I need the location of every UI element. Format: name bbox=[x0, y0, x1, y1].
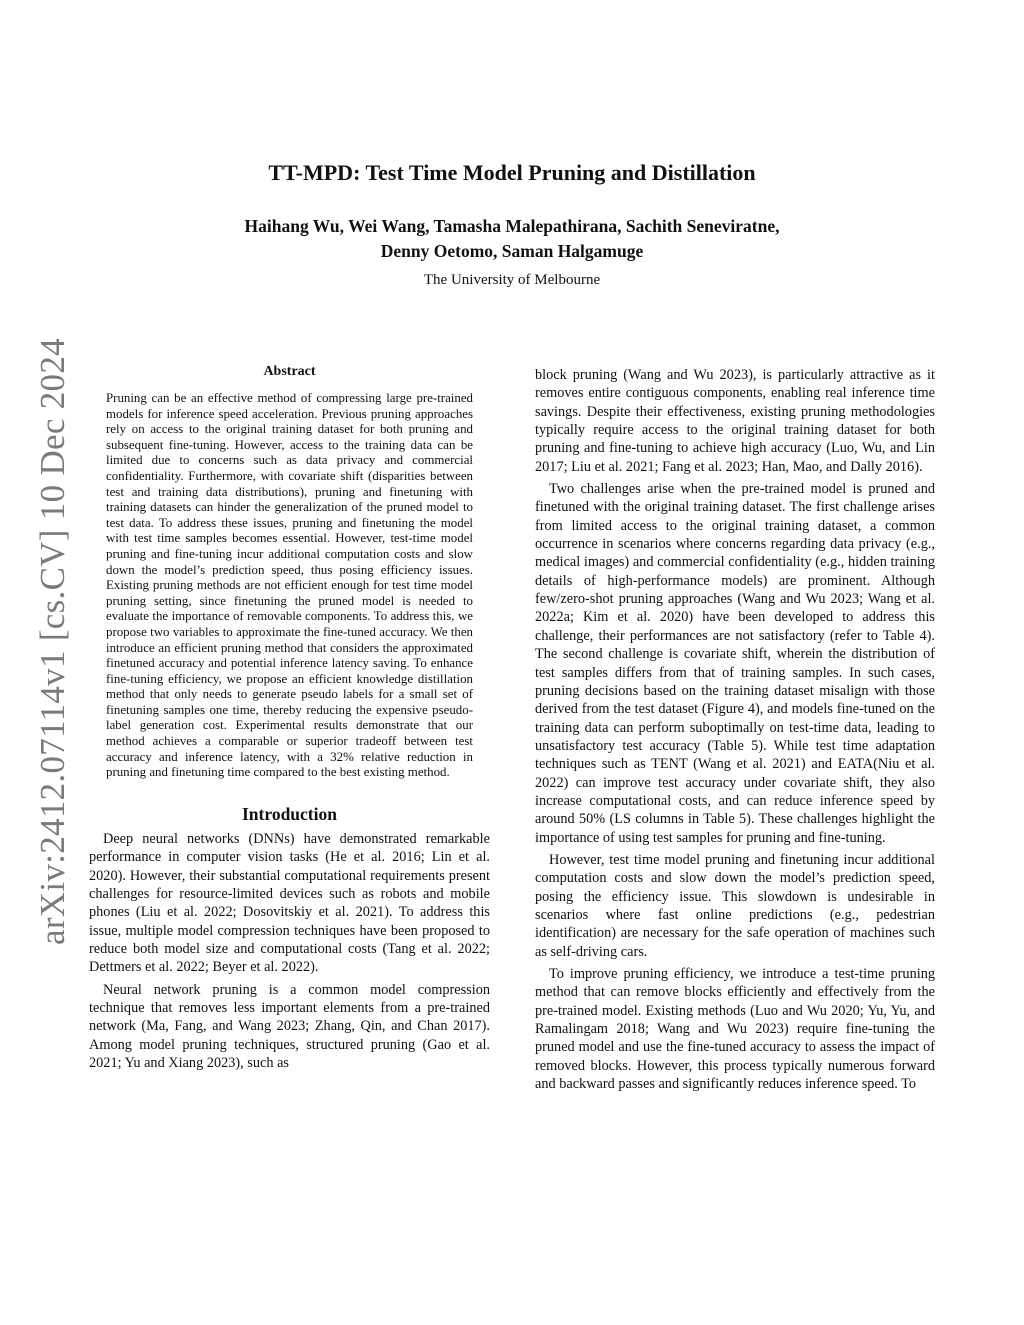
intro-paragraph: Neural network pruning is a common model compression technique that removes less important elements from a pre-trained network (Ma, Fang, and Wang 2023; Zhang, Qin, and Chan 2017). Among model pruning techniques, structured pruning (Gao et al. 2021; Yu and Xiang 2023), such as bbox=[89, 981, 490, 1071]
left-column bbox=[89, 362, 490, 1072]
arxiv-identifier: arXiv:2412.07114v1 [cs.CV] 10 Dec 2024 bbox=[33, 338, 72, 945]
body-paragraph: To improve pruning efficiency, we introduce a test-time pruning method that can remove blocks efficiently and effectively from the pre-trained model. Existing methods (Luo and Wu 2020; Yu, Yu, and Ramalingam 2018; Wang and Wu 2023) require fine-tuning the pruned model and use the fine-tuned accuracy to assess the impact of removed blocks. However, this process typically numerous forward and backward passes and significantly reduces inference speed. To bbox=[535, 966, 935, 1093]
abstract-text: Pruning can be an effective method of compressing large pre-trained models for inference speed acceleration. Previous pruning approaches rely on access to the original training dataset for both pruning and subsequent fine-tuning. However, access to the training data can be limited due to concerns such as data privacy and commercial confidentiality. Furthermore, with covariate shift (disparities between test and training data distributions), pruning and finetuning with training datasets can hinder the generalization of the pruned model to test data. To address these issues, pruning and finetuning the model with test time samples becomes essential. However, test-time model pruning and fine-tuning incur additional computation costs and slow down the model’s prediction speed, thus posing efficiency issues. Existing pruning methods are not efficient enough for test time model pruning setting, since finetuning the pruned model is needed to evaluate the importance of removable components. To address this, we propose two variables to approximate the fine-tuned accuracy. We then introduce an efficient pruning method that considers the approximated finetuned accuracy and potential inference latency saving. To enhance fine-tuning efficiency, we propose an efficient knowledge distillation method that only needs to generate pseudo labels for a small set of finetuning samples one time, thereby reducing the expensive pseudo-label generation cost. Experimental results demonstrate that our method achieves a comparable or superior tradeoff between test accuracy and inference latency, with a 32% relative reduction in pruning and finetuning time compared to the best existing method. bbox=[106, 391, 473, 780]
author-list bbox=[0, 214, 1024, 264]
author-line-2: Denny Oetomo, Saman Halgamuge bbox=[380, 241, 644, 261]
author-line-1: Haihang Wu, Wei Wang, Tamasha Malepathirana, Sachith Seneviratne, bbox=[244, 216, 780, 236]
body-paragraph: block pruning (Wang and Wu 2023), is particularly attractive as it removes entire contiguous components, enabling real inference time savings. Despite their effectiveness, existing pruning methodologies typically require access to the original training dataset for both pruning and fine-tuning to achieve high accuracy (Luo, Wu, and Lin 2017; Liu et al. 2021; Fang et al. 2023; Han, Mao, and Dally 2016). bbox=[535, 367, 935, 475]
introduction-heading: Introduction bbox=[242, 803, 337, 824]
right-column bbox=[535, 366, 935, 1093]
abstract-heading: Abstract bbox=[263, 364, 316, 379]
intro-paragraph: Deep neural networks (DNNs) have demonstrated remarkable performance in computer vision tasks (He et al. 2016; Lin et al. 2020). However, their substantial computational requirements present challenges for resource-limited devices such as robots and mobile phones (Liu et al. 2022; Dosovitskiy et al. 2021). To address this issue, multiple model compression techniques have been proposed to reduce both model size and computational costs (Tang et al. 2022; Dettmers et al. 2022; Beyer et al. 2022). bbox=[89, 830, 490, 976]
introduction-body bbox=[89, 830, 490, 1072]
paper-title: TT-MPD: Test Time Model Pruning and Distillation bbox=[268, 160, 756, 185]
body-paragraph: Two challenges arise when the pre-trained model is pruned and finetuned with the original training dataset. The first challenge arises from limited access to the original training dataset, a common occurrence in scenarios where concerns regarding data privacy (e.g., medical images) and commercial confidentiality (e.g., hidden training details of high-performance models) are prominent. Although few/zero-shot pruning approaches (Wang and Wu 2023; Wang et al. 2022a; Kim et al. 2020) have been developed to address this challenge, their performances are not satisfactory (refer to Table 4). The second challenge is covariate shift, wherein the distribution of test samples differs from that of training samples. In such cases, pruning decisions based on the training dataset misalign with those derived from the test dataset (Figure 4), and models fine-tuned on the training data can perform suboptimally on test-time data, leading to unsatisfactory test accuracy (Table 5). While test time adaptation techniques such as TENT (Wang et al. 2021) and EATA(Niu et al. 2022) can improve test accuracy under covariate shift, they also increase computational costs, and can reduce inference speed by around 50% (LS columns in Table 5). These challenges highlight the importance of using test samples for pruning and fine-tuning. bbox=[535, 481, 935, 846]
affiliation: The University of Melbourne bbox=[423, 272, 601, 288]
body-paragraph: However, test time model pruning and finetuning incur additional computation costs and slow down the model’s prediction speed, posing the efficiency issue. This slowdown is undesirable in scenarios where fast online predictions (e.g., pedestrian identification) are necessary for the safe operation of machines such as self-driving cars. bbox=[535, 851, 935, 960]
